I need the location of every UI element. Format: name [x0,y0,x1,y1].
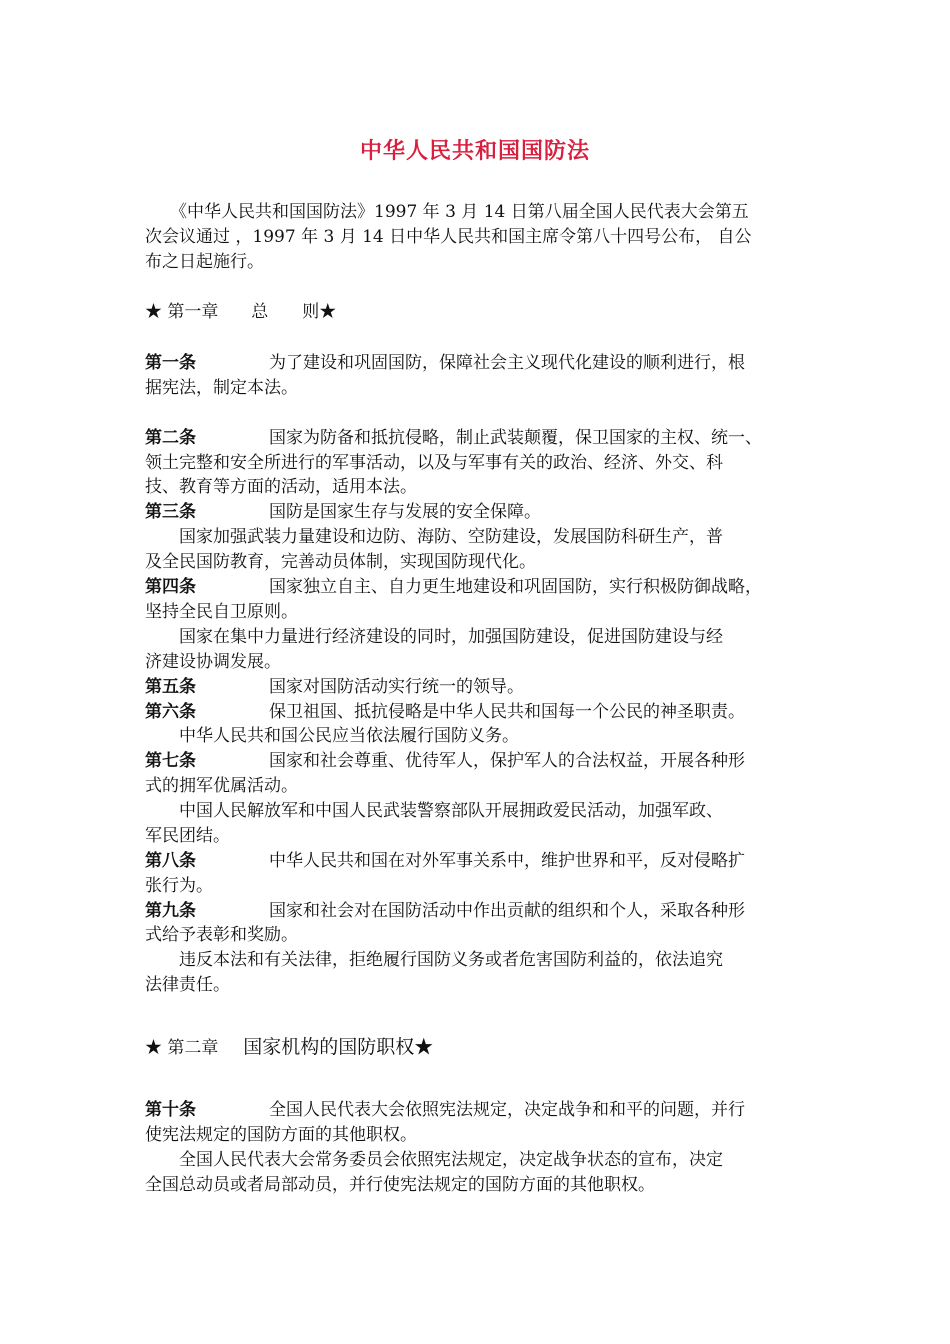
paragraph: 济建设协调发展。 [145,652,281,672]
article-text: 保卫祖国、抵抗侵略是中华人民共和国每一个公民的神圣职责。 [269,702,745,722]
paragraph: 全国人民代表大会常务委员会依照宪法规定，决定战争状态的宣布，决定 [179,1150,723,1170]
intro-line-1: 《中华人民共和国国防法》1997 年 3 月 14 日第八届全国人民代表大会第五 [170,202,749,222]
article-9 [145,899,745,923]
article-8 [145,849,745,873]
chapter-1-prefix: ★ 第一章 [145,302,219,322]
paragraph: 国家加强武装力量建设和边防、海防、空防建设，发展国防科研生产，普 [179,527,723,547]
article-label: 第一条 [145,353,196,373]
paragraph: 全国总动员或者局部动员，并行使宪法规定的国防方面的其他职权。 [145,1175,655,1195]
article-text: 中华人民共和国在对外军事关系中，维护世界和平，反对侵略扩 [269,851,745,871]
article-3 [145,500,541,524]
paragraph: 中国人民解放军和中国人民武装警察部队开展拥政爱民活动，加强军政、 [179,801,723,821]
article-text: 国家独立自主、自力更生地建设和巩固国防，实行积极防御战略， [269,577,762,597]
article-6 [145,700,745,724]
article-10-cont: 使宪法规定的国防方面的其他职权。 [145,1125,417,1145]
article-5 [145,675,524,699]
article-text: 国防是国家生存与发展的安全保障。 [269,502,541,522]
article-text: 全国人民代表大会依照宪法规定，决定战争和和平的问题，并行 [269,1100,745,1120]
article-text: 国家对国防活动实行统一的领导。 [269,677,524,697]
chapter-1-heading [145,300,336,324]
paragraph: 违反本法和有关法律，拒绝履行国防义务或者危害国防利益的，依法追究 [179,950,723,970]
article-9-cont: 式给予表彰和奖励。 [145,925,298,945]
article-1 [145,351,745,375]
article-label: 第十条 [145,1100,196,1120]
article-label: 第六条 [145,702,196,722]
chapter-1-name: 总 则★ [251,302,337,322]
paragraph: 及全民国防教育，完善动员体制，实现国防现代化。 [145,552,536,572]
article-2-cont2: 技、教育等方面的活动，适用本法。 [145,477,417,497]
article-2-cont: 领土完整和安全所进行的军事活动，以及与军事有关的政治、经济、外交、科 [145,453,723,473]
chapter-2-name: 国家机构的国防职权★ [243,1036,434,1058]
article-text: 国家为防备和抵抗侵略，制止武装颠覆，保卫国家的主权、统一、 [269,428,762,448]
document-title: 中华人民共和国国防法 [359,139,590,164]
article-label: 第五条 [145,677,196,697]
article-4-cont: 坚持全民自卫原则。 [145,602,298,622]
article-label: 第八条 [145,851,196,871]
chapter-2-prefix: ★ 第二章 [145,1038,219,1058]
article-text: 国家和社会对在国防活动中作出贡献的组织和个人，采取各种形 [269,901,745,921]
article-8-cont: 张行为。 [145,876,213,896]
article-7-cont: 式的拥军优属活动。 [145,776,298,796]
article-10 [145,1098,745,1122]
article-label: 第三条 [145,502,196,522]
paragraph: 法律责任。 [145,975,230,995]
article-label: 第二条 [145,428,196,448]
article-1-cont: 据宪法，制定本法。 [145,378,298,398]
article-text: 国家和社会尊重、优待军人，保护军人的合法权益，开展各种形 [269,751,745,771]
intro-line-3: 布之日起施行。 [145,252,264,272]
intro-line-2: 次会议通过 ，1997 年 3 月 14 日中华人民共和国主席令第八十四号公布， 自公 [145,227,752,247]
paragraph: 中华人民共和国公民应当依法履行国防义务。 [179,726,519,746]
chapter-2-heading [145,1035,433,1060]
article-7 [145,749,745,773]
article-4 [145,575,762,599]
article-label: 第四条 [145,577,196,597]
article-2 [145,426,762,450]
paragraph: 军民团结。 [145,826,230,846]
article-label: 第七条 [145,751,196,771]
article-text: 为了建设和巩固国防，保障社会主义现代化建设的顺利进行，根 [269,353,745,373]
article-label: 第九条 [145,901,196,921]
paragraph: 国家在集中力量进行经济建设的同时，加强国防建设，促进国防建设与经 [179,627,723,647]
